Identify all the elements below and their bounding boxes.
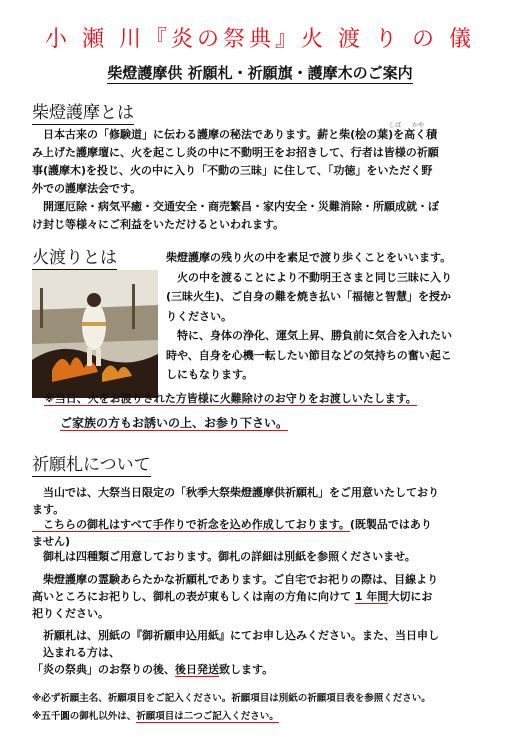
paragraph-line: ます。 bbox=[32, 503, 65, 516]
page-title: 小 瀬 川『炎の祭典』火 渡 り の 儀 bbox=[45, 27, 475, 52]
paragraph-line: 特に、身体の浄化、運気上昇、勝負前に気合を入れたい bbox=[166, 329, 452, 342]
page-subtitle-text: 柴燈護摩供 祈願札・祈願旗・護摩木のご案内 bbox=[107, 64, 413, 82]
paragraph-line: りください。 bbox=[166, 309, 232, 323]
paragraph-line: 開運厄除・病気平癒・交通安全・商売繁昌・家内安全・災難消除・所願成就・ぼ bbox=[32, 200, 439, 213]
omamori-note: ※当日、火をお渡りされた方皆様に火難除けのお守りをお渡しいたします。 bbox=[44, 392, 417, 405]
paragraph-line: 祈願札は、別紙の『御祈願申込用紙』にてお申し込みください。また、当日申し bbox=[32, 629, 439, 642]
section2-body bbox=[166, 248, 496, 385]
paragraph-line: 祀りください。 bbox=[32, 607, 109, 620]
ruby-kaya: かや bbox=[412, 122, 425, 129]
paragraph-line: 「炎の祭典」のお祭りの後、後日発送致します。 bbox=[32, 663, 274, 676]
footnote-1: ※必ず祈願主名、祈願項目をご記入ください。祈願項目は別紙の祈願項目表を参照ください。 bbox=[32, 693, 431, 704]
paragraph-line: (三昧火生)、ご自身の難を焼き払い「福徳と智慧」を授か bbox=[166, 290, 452, 303]
paragraph-line: 柴燈護摩の霊験あらたかな祈願札であります。ご自宅でお祀りの際は、目線より bbox=[32, 573, 439, 586]
paragraph-line: 御札は四種類ご用意しております。御札の詳細は別紙を参照くださいませ。 bbox=[32, 550, 416, 563]
paragraph-line: 高いところにお祀りし、御札の表が東もしくは南の方角に向けて 1 年間大切にお bbox=[32, 590, 433, 603]
paragraph-line: ません) bbox=[32, 535, 71, 548]
paragraph-line: け封じ等様々にご利益をいただけるといわれます。 bbox=[32, 218, 285, 231]
page-subtitle bbox=[0, 62, 520, 83]
paragraph-line: 火の中を渡ることにより不動明王さまと同じ三昧に入り bbox=[166, 270, 452, 284]
section3-para2 bbox=[32, 516, 494, 550]
paragraph-line: 当山では、大祭当日限定の「秋季大祭柴燈護摩供祈願札」をご用意いたしており bbox=[32, 486, 439, 499]
family-invite-note: ご家族の方もお誘いの上、お参り下さい。 bbox=[60, 416, 289, 430]
paragraph-line: しにもなります。 bbox=[166, 368, 254, 381]
paragraph-line: 事(護摩木)を投じ、火の中に入り「不動の三昧」に住して、「功徳」をいただく野 bbox=[32, 164, 433, 177]
firewalk-illustration bbox=[32, 270, 158, 398]
section3-para1 bbox=[32, 484, 494, 518]
paragraph-line: 時や、自身を心機一転したい節目などの気持ちの奮い起こ bbox=[166, 348, 452, 362]
section-heading-saito-goma: 柴燈護摩とは bbox=[32, 103, 134, 123]
paragraph-line: こちらの御札はすべて手作りで祈念を込め作成しております。(既製品ではあり bbox=[32, 518, 432, 531]
ruby-shiba: しば bbox=[389, 122, 402, 129]
section-heading-hiwatari: 火渡りとは bbox=[32, 248, 117, 268]
paragraph-line: 柴燈護摩の残り火の中を素足で渡り歩くことをいいます。 bbox=[166, 251, 452, 264]
section-heading-kiganfuda: 祈願札について bbox=[32, 455, 151, 475]
paragraph-line: 込まれる方は、 bbox=[32, 646, 120, 659]
section3-para5 bbox=[32, 627, 494, 678]
firewalk-photo bbox=[32, 270, 158, 398]
section3-para3 bbox=[32, 548, 494, 565]
footnote-2: ※五千圓の御札以外は、祈願項目は二つご記入ください。 bbox=[32, 711, 279, 722]
paragraph-line: み上げた護摩壇に、火を起こし炎の中に不動明王をお招きして、行者は皆様の祈願 bbox=[32, 146, 439, 159]
section1-body bbox=[32, 126, 494, 234]
section3-para4 bbox=[32, 571, 494, 622]
paragraph-line: 外での護摩法会です。 bbox=[32, 182, 142, 195]
paragraph-line: 日本古来の「修験道」に伝わる護摩の秘法であります。薪と柴(桧の葉)を高く積 bbox=[32, 128, 438, 141]
